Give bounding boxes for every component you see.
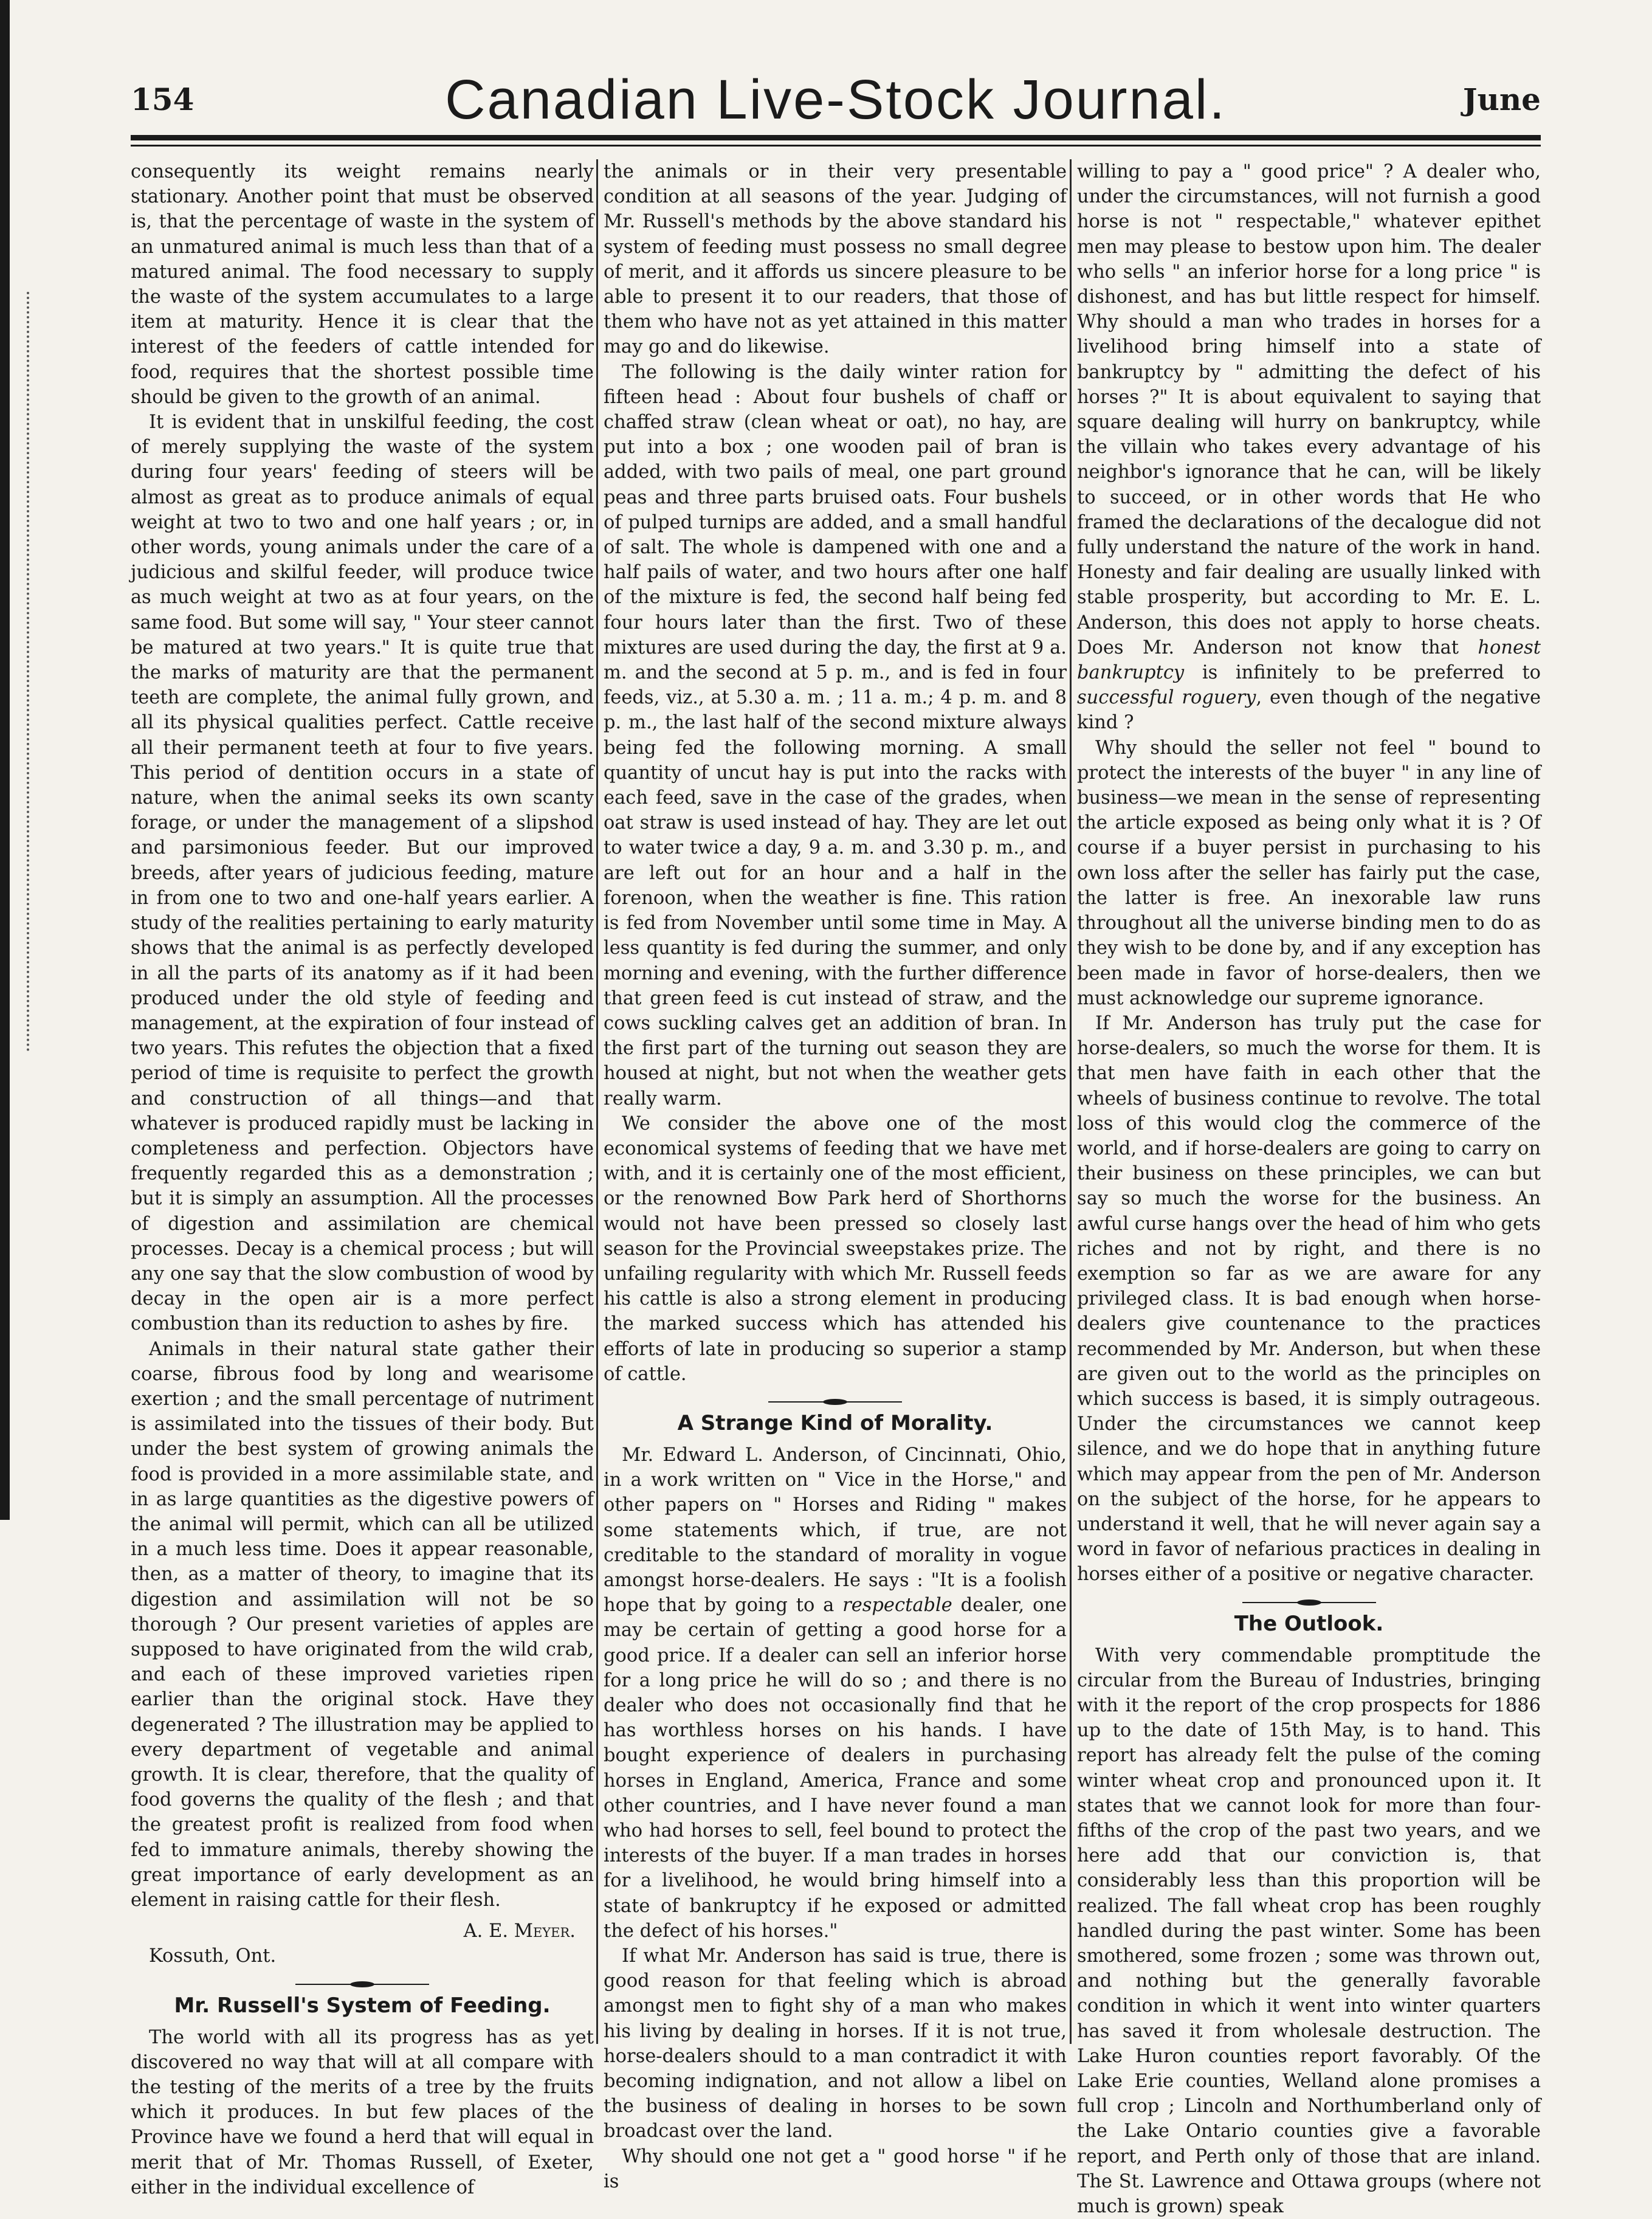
emphasis: respectable bbox=[842, 1595, 952, 1617]
paragraph: If Mr. Anderson has truly put the case for horse-dealers, so much the worse for them. It is that men have faith in each other that the wheels of business continue to revolve. The total loss of this would clog the commerce of the world, and if horse-dealers are going to carry on their business on these principles, we can but say so much the worse for the business. An awful curse hangs over the head of him who gets riches and not by right, and there is no exemption so far as we are aware for any privileged class. It is bad enough when horse-dealers give countenance to the practices recommended by Mr. Anderson, but when these are given out to the world as the principles on which success is based, it is simply outrageous. Under the circumstances we cannot keep silence, and we do hope that in anything future which may appear from the pen of Mr. Anderson on the subject of the horse, for he appears to understand it well, that he will never again say a word in favor of nefarious practices in dealing in horses either of a positive or negative character. bbox=[1077, 1012, 1541, 1586]
journal-title: Canadian Live-Stock Journal. bbox=[445, 69, 1227, 131]
article-heading-russell: Mr. Russell's System of Feeding. bbox=[174, 1993, 551, 2018]
column-3 bbox=[1077, 159, 1541, 2218]
header-rule-thick bbox=[131, 135, 1541, 140]
paragraph: The following is the daily winter ration for fifteen head : About four bushels of chaff or chaffed straw (clean wheat or oat), no hay, are put into a box ; one wooden pail of bran is added, with two pails of meal, one part ground peas and three parts bruised oats. Four bushels of pulped turnips are added, and a small handful of salt. The whole is dampened with one and a half pails of water, and two hours after one half of the mixture is fed, the second half being fed four hours later than the first. Two of these mixtures are used during the day, the first at 9 a. m. and the second at 5 p. m., and is fed in four feeds, viz., at 5.30 a. m. ; 11 a. m.; 4 p. m. and 8 p. m., the last half of the second mixture always being fed the following morning. A small quantity of uncut hay is put into the racks with each feed, save in the case of the grades, when oat straw is used instead of hay. They are let out to water twice a day, 9 a. m. and 3.30 p. m., and are left out for an hour and a half in the forenoon, when the weather is fine. This ration is fed from November until some time in May. A less quantity is fed during the summer, and only morning and evening, with the further difference that green feed is cut instead of straw, and the cows suckling calves get an addition of bran. In the first part of the turning out season they are housed at night, but not when the weather gets really warm. bbox=[604, 361, 1067, 1110]
scan-edge-bar bbox=[0, 0, 10, 1520]
paragraph: With very commendable promptitude the circular from the Bureau of Industries, bringing with it the report of the crop prospects for 1886 up to the date of 15th May, is to hand. This report has already felt the pulse of the coming winter wheat crop and pronounced upon it. It states that we cannot look for more than four-fifths of the crop of the past two years, and we here add that our conviction is, that considerably less than this proportion will be realized. The fall wheat crop has been roughly handled during the past winter. Some has been smothered, some frozen ; some was thrown out, and nothing but the generally favorable condition in which it went into winter quarters has saved it from wholesale destruction. The Lake Huron counties report favorably. Of the Lake Erie counties, Welland alone promises a full crop ; Lincoln and Northumberland only of the Lake Ontario counties give a favorable report, and Perth only of those that are inland. The St. Lawrence and Ottawa groups (where not much is grown) speak bbox=[1077, 1644, 1541, 2218]
paragraph: consequently its weight remains nearly stationary. Another point that must be observed is, that the percentage of waste in the system of an unmatured animal is much less than that of a matured animal. The food necessary to supply the waste of the system accumulates to a large item at maturity. Hence it is clear that the interest of the feeders of cattle intended for food, requires that the shortest possible time should be given to the growth of an animal. bbox=[131, 161, 594, 408]
section-separator bbox=[295, 1980, 429, 1989]
paragraph: Why should one not get a " good horse " if he is bbox=[604, 2145, 1067, 2192]
column-divider-1 bbox=[596, 159, 598, 2044]
paragraph: It is evident that in unskilful feeding, the cost of merely supplying the waste of the system during four years' feeding of steers will be almost as great as to produce animals of equal weight at two to two and one half years ; or, in other words, young animals under the care of a judicious and skilful feeder, will produce twice as much weight at two as at four years, on the same food. But some will say, " Your steer cannot be matured at two years." It is quite true that the marks of maturity are that the permanent teeth are complete, the animal fully grown, and all its physical qualities perfect. Cattle receive all their permanent teeth at four to five years. This period of dentition occurs in a state of nature, when the animal seeks its own scanty forage, or under the management of a slipshod and parsimonious feeder. But our improved breeds, after years of judicious feeding, mature in from one to two and one-half years earlier. A study of the realities pertaining to early maturity shows that the animal is as perfectly developed in all the parts of its anatomy as if it had been produced under the old style of feeding and management, at the expiration of four instead of two years. This refutes the objection that a fixed period of time is requisite to perfect the growth and construction of all things—and that whatever is produced rapidly must be lacking in completeness and perfection. Objectors have frequently regarded this as a demonstration ; but it is simply an assumption. All the processes of digestion and assimilation are chemical processes. Decay is a chemical process ; but will any one say that the slow combustion of wood by decay in the open air is a more perfect combustion than its reduction to ashes by fire. bbox=[131, 412, 594, 1335]
column-1 bbox=[131, 159, 594, 2198]
emphasis: successful roguery bbox=[1077, 687, 1256, 709]
scan-edge-marks bbox=[27, 292, 32, 1052]
paragraph: Animals in their natural state gather their coarse, fibrous food by long and wearisome exertion ; and the small percentage of nutriment is assimilated into the tissues of their body. But under the best system of growing animals the food is provided in a more assimilable state, and in as large quantities as the digestive powers of the animal will permit, which can all be utilized in a much less time. Does it appear reasonable, then, as a matter of theory, to imagine that its digestion and assimilation will not be so thorough ? Our present varieties of apples are supposed to have originated from the wild crab, and each of these improved varieties ripen earlier than the original stock. Have they degenerated ? The illustration may be applied to every department of vegetable and animal growth. It is clear, therefore, that the quality of food governs the quality of the flesh ; and that the greatest profit is realized from food when fed to immature animals, thereby showing the great importance of early development as an element in raising cattle for their flesh. bbox=[131, 1338, 594, 1911]
author-signature: A. E. Meyer. bbox=[463, 1920, 576, 1942]
paragraph: The world with all its progress has as yet discovered no way that will at all compare with the testing of the merits of a tree by the fruits which it produces. In but few places of the Province have we found a herd that will equal in merit that of Mr. Thomas Russell, of Exeter, either in the individual excellence of bbox=[131, 2026, 594, 2198]
article-heading-morality: A Strange Kind of Morality. bbox=[677, 1410, 993, 1435]
page-header bbox=[131, 68, 1541, 135]
paragraph: Mr. Edward L. Anderson, of Cincinnati, Ohio, in a work written on " Vice in the Horse," and other papers on " Horses and Riding " makes some statements which, if true, are not creditable to the standard of morality in vogue amongst horse-dealers. He says : "It is a foolish hope that by going to a respectable dealer, one may be certain of getting a good horse for a good price. If a dealer can sell an inferior horse for a long price he will do so ; and there is no dealer who does not occasionally find that he has worthless horses on his hands. I have bought experience of dealers in purchasing horses in England, America, France and some other countries, and I have never found a man who had horses to sell, feel bound to protect the interests of the buyer. If a man trades in horses for a livelihood, he would bring himself into a state of bankruptcy if he exposed or admitted the defect of his horses." bbox=[604, 1444, 1067, 1942]
paragraph: willing to pay a " good price" ? A dealer who, under the circumstances, will not furnish a good horse is not " respectable," whatever epithet men may please to bestow upon him. The dealer who sells " an inferior horse for a long price " is dishonest, and has but little respect for himself. Why should a man who trades in horses for a livelihood bring himself into a state of bankruptcy by " admitting the defect of his horses ?" It is about equivalent to saying that square dealing will hurry on bankruptcy, while the villain who takes every advantage of his neighbor's ignorance that he can, will be likely to succeed, or in other words that He who framed the declarations of the decalogue did not fully understand the nature of the work in hand. Honesty and fair dealing are usually linked with stable prosperity, but according to Mr. E. L. Anderson, this does not apply to horse cheats. Does Mr. Anderson not know that honest bankruptcy is infinitely to be preferred to successful roguery, even though of the negative kind ? bbox=[1077, 161, 1541, 734]
author-location: Kossuth, Ont. bbox=[149, 1945, 277, 1967]
paragraph: We consider the above one of the most economical systems of feeding that we have met with, and it is certainly one of the most efficient, or the renowned Bow Park herd of Shorthorns would not have been pressed so closely last season for the Provincial sweepstakes prize. The unfailing regularity with which Mr. Russell feeds his cattle is also a strong element in producing the marked success which has attended his efforts of late in producing so superior a stamp of cattle. bbox=[604, 1113, 1067, 1385]
paragraph: the animals or in their very presentable condition at all seasons of the year. Judging of Mr. Russell's methods by the above standard his system of feeding must possess no small degree of merit, and it affords us sincere pleasure to be able to present it to our readers, that those of them who have not as yet attained in this matter may go and do likewise. bbox=[604, 161, 1067, 358]
header-rule-thin bbox=[131, 145, 1541, 147]
section-separator bbox=[768, 1398, 902, 1406]
column-2 bbox=[604, 159, 1067, 2192]
paragraph: If what Mr. Anderson has said is true, there is good reason for that feeling which is abroad amongst men to fight shy of a man who makes his living by dealing in horses. If it is not true, horse-dealers should to a man contradict it with becoming indignation, and not allow a libel on the business of dealing in horses to be sown broadcast over the land. bbox=[604, 1945, 1067, 2142]
issue-month: June bbox=[1462, 81, 1541, 117]
page-number: 154 bbox=[131, 81, 194, 117]
column-divider-2 bbox=[1070, 159, 1072, 2044]
article-heading-outlook: The Outlook. bbox=[1234, 1611, 1384, 1636]
paragraph: Why should the seller not feel " bound to protect the interests of the buyer " in any line of business—we mean in the sense of representing the article exposed as being only what it is ? Of course if a buyer persist in purchasing to his own loss after the seller has fairly put the case, the latter is free. An inexorable law runs throughout all the universe binding men to do as they wish to be done by, and if any exception has been made in favor of horse-dealers, then we must acknowledge our supreme ignorance. bbox=[1077, 737, 1541, 1009]
emphasis: honest bankruptcy bbox=[1077, 637, 1541, 684]
section-separator bbox=[1242, 1598, 1376, 1607]
